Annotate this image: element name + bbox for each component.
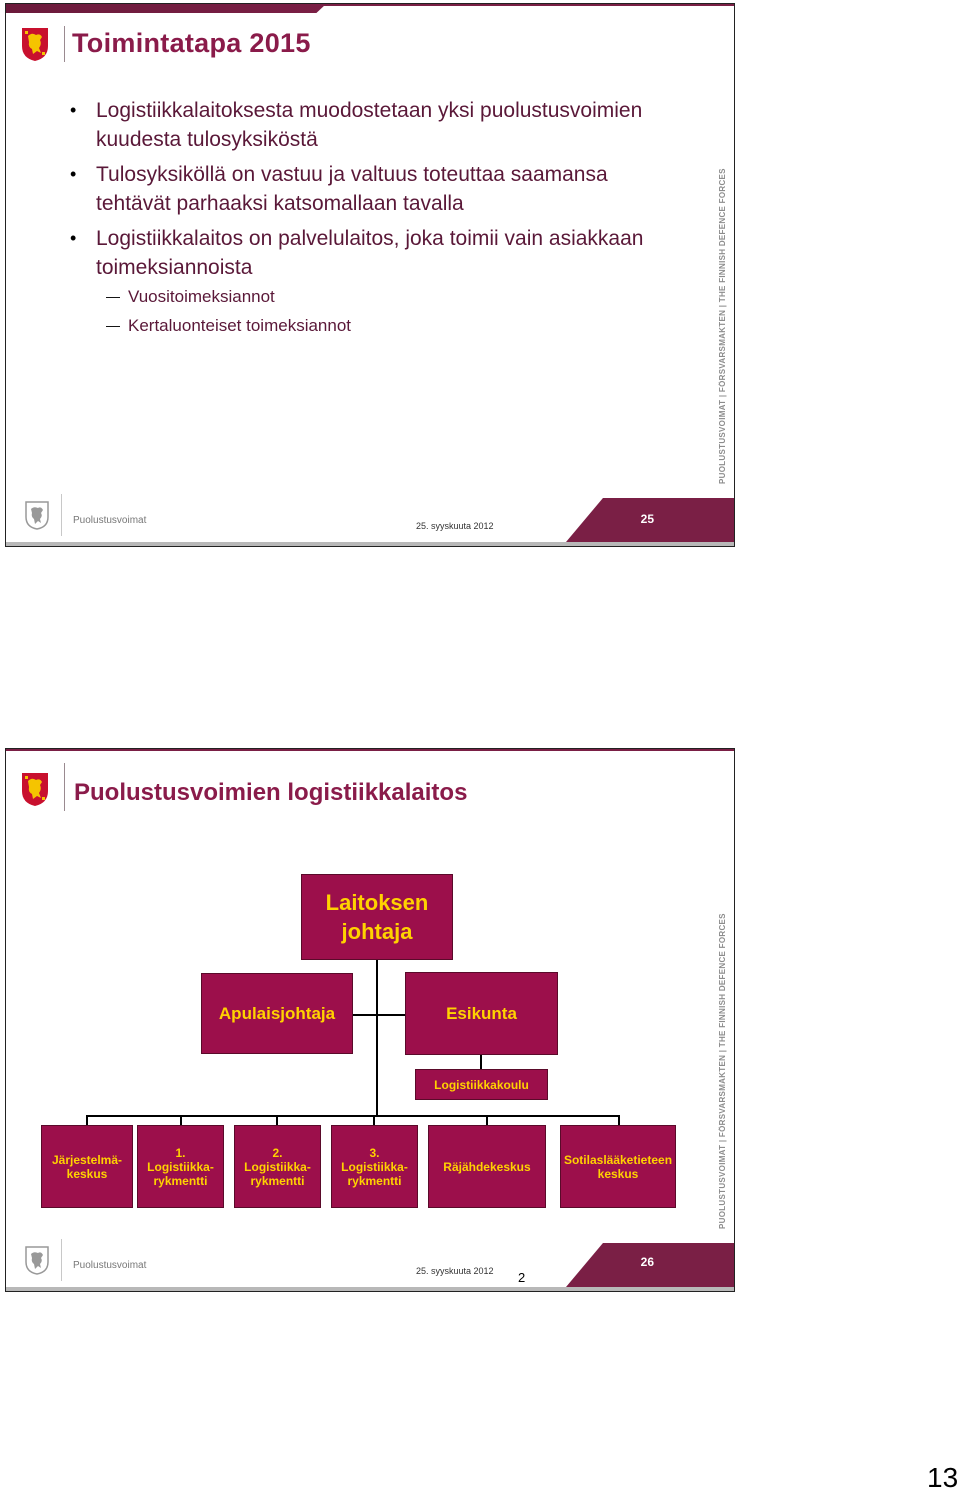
footer-org: Puolustusvoimat bbox=[73, 1260, 147, 1271]
connector-deputy-staff bbox=[352, 1014, 406, 1016]
org-box-unit-label: Räjähdekeskus bbox=[443, 1159, 531, 1174]
slide-number: 25 bbox=[640, 512, 654, 526]
slide-title: Toimintatapa 2015 bbox=[72, 28, 311, 58]
footer-line bbox=[6, 542, 734, 546]
side-watermark-text: PUOLUSTUSVOIMAT | FÖRSVARSMAKTEN | THE FINNISH DEFENCE FORCES bbox=[718, 913, 727, 1229]
org-box-head-label: Laitoksen johtaja bbox=[325, 890, 429, 944]
footer-date: 25. syyskuuta 2012 bbox=[416, 521, 494, 531]
top-accent-band bbox=[6, 4, 326, 13]
top-accent-line bbox=[6, 749, 734, 751]
org-box-unit bbox=[137, 1125, 224, 1208]
slide-26 bbox=[5, 748, 735, 1292]
slide-25 bbox=[5, 3, 735, 547]
org-box-unit bbox=[41, 1125, 133, 1208]
org-box-unit bbox=[331, 1125, 418, 1208]
org-box-staff-label: Esikunta bbox=[446, 1003, 517, 1023]
connector-main-vertical bbox=[376, 959, 378, 1117]
org-box-head bbox=[301, 874, 453, 960]
org-box-unit-label: 1. Logistiikka- rykmentti bbox=[147, 1145, 214, 1188]
org-box-unit-label: Sotilaslääketieteen keskus bbox=[563, 1152, 673, 1181]
org-box-unit bbox=[428, 1125, 546, 1208]
title-divider bbox=[64, 763, 65, 811]
org-box-staff bbox=[405, 972, 558, 1055]
footer-org: Puolustusvoimat bbox=[73, 515, 147, 526]
page-number: 13 bbox=[927, 1462, 959, 1493]
org-box-school bbox=[415, 1069, 548, 1100]
footer-date: 25. syyskuuta 2012 bbox=[416, 1266, 494, 1276]
org-box-deputy-label: Apulaisjohtaja bbox=[218, 1003, 336, 1023]
bullet-item: • Logistiikkalaitos on palvelulaitos, joka toimii vain asiakkaan toimeksiannoista bbox=[64, 224, 684, 282]
slide-title: Puolustusvoimien logistiikkalaitos bbox=[74, 779, 468, 806]
org-box-unit-label: Järjestelmä- keskus bbox=[51, 1152, 123, 1181]
org-box-school-label: Logistiikkakoulu bbox=[434, 1077, 529, 1092]
org-box-unit-label: 3. Logistiikka- rykmentti bbox=[341, 1145, 408, 1188]
finnish-lion-crest-icon bbox=[20, 26, 50, 62]
org-box-unit bbox=[560, 1125, 676, 1208]
finnish-lion-crest-icon bbox=[20, 771, 50, 807]
footer-line bbox=[6, 1287, 734, 1291]
connector-staff-school bbox=[480, 1054, 482, 1070]
title-divider bbox=[64, 26, 65, 62]
sub-bullet-item: — Vuositoimeksiannot bbox=[64, 282, 684, 311]
footer-crest-icon bbox=[24, 1245, 50, 1275]
org-box-deputy bbox=[201, 973, 353, 1054]
org-box-unit bbox=[234, 1125, 321, 1208]
sub-bullet-item: — Kertaluonteiset toimeksiannot bbox=[64, 311, 684, 340]
org-box-unit-label: 2. Logistiikka- rykmentti bbox=[244, 1145, 311, 1188]
bullet-item: • Tulosyksiköllä on vastuu ja valtuus toteuttaa saamansa tehtävät parhaaksi katsomallaan tavalla bbox=[64, 160, 684, 218]
bullet-list bbox=[64, 96, 684, 340]
bullet-item: • Logistiikkalaitoksesta muodostetaan yksi puolustusvoimien kuudesta tulosyksiköstä bbox=[64, 96, 684, 154]
footer-divider bbox=[61, 494, 62, 536]
footer-divider bbox=[61, 1239, 62, 1281]
slide-number: 26 bbox=[640, 1255, 654, 1269]
footer-extra-number: 2 bbox=[518, 1270, 526, 1285]
connector-units-horizontal bbox=[86, 1115, 620, 1117]
footer-crest-icon bbox=[24, 500, 50, 530]
side-watermark-text: PUOLUSTUSVOIMAT | FÖRSVARSMAKTEN | THE FINNISH DEFENCE FORCES bbox=[718, 168, 727, 484]
